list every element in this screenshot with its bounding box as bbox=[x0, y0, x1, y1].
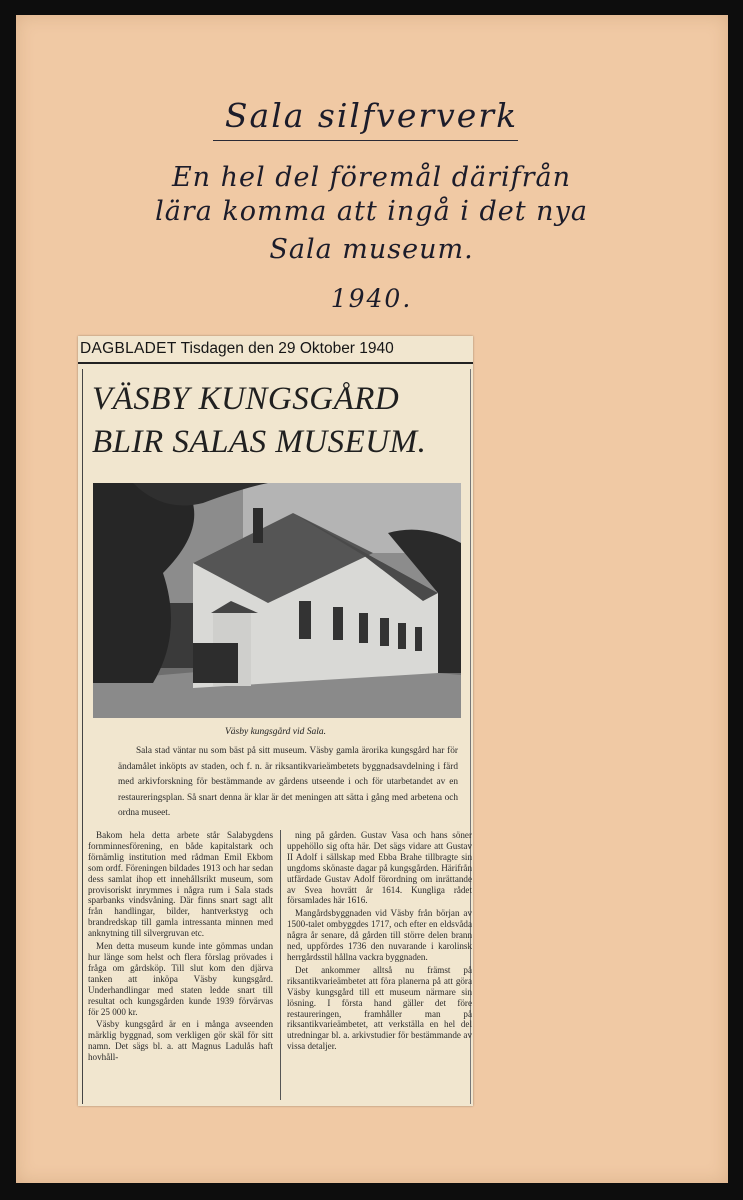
column-divider bbox=[280, 830, 281, 1100]
photo-caption: Väsby kungsgård vid Sala. bbox=[225, 727, 326, 737]
paragraph: Men detta museum kunde inte gömmas undan hur länge som helst och flera förslag prövades i fråga om gårdsköp. Till slut kom den djärva tanken att inköpa Väsby kungsgård. Underhandlingar med staten ledde snart till resultat och kungsgården kunde 1939 förvärvas för 25 000 kr. bbox=[88, 941, 273, 1017]
handwritten-title: Sala silfververk bbox=[224, 96, 519, 135]
headline-line-1: VÄSBY KUNGSGÅRD bbox=[92, 381, 400, 417]
handwritten-note-line-2: lära komma att ingå i det nya bbox=[155, 196, 588, 227]
handwritten-note-line-1: En hel del föremål därifrån bbox=[171, 162, 572, 193]
paragraph: ning på gården. Gustav Vasa och hans söner uppehöllo sig ofta här. Det sägs vidare att Gustav II Adolf i sällskap med Ebba Brahe tillbragte sin ungdoms skönaste dagar på kungsgården. Härifrån utfärdade Gustav Adolf förordning om inrättande av Svea hovrätt år 1614. Kungliga rådet församlades här 1616. bbox=[287, 830, 472, 906]
article-column-right bbox=[287, 830, 472, 1054]
masthead bbox=[80, 340, 394, 358]
newspaper-clipping bbox=[78, 336, 473, 1106]
paragraph: Mangårdsbyggnaden vid Väsby från början av 1500-talet ombyggdes 1717, och efter en eldsvåda några år senare, då gården till större delen brann ned, uppfördes 1736 den nuvarande i karolinsk herrgårdsstil hållna vackra byggnaden. bbox=[287, 908, 472, 962]
handwritten-year: 1940. bbox=[330, 284, 413, 313]
handwritten-underline bbox=[213, 140, 518, 141]
handwritten-note-line-3: Sala museum. bbox=[269, 234, 474, 265]
paragraph: Bakom hela detta arbete står Salabygdens fornminnesförening, en både kapitalstark och förnämlig institution med rådman Emil Ekbom som ordf. Föreningen bildades 1913 och har sedan dess samlat ihop ett innehållsrikt museum, som provisoriskt inrymmes i några rum i Sala stads sparbanks vindsvåning. Där finns snart sagt allt från handlingar, bilder, hantverkstyg och brandredskap till gamla intressanta minnen med anknytning till silvergruvan etc. bbox=[88, 830, 273, 939]
newspaper-name: DAGBLADET bbox=[80, 340, 177, 357]
masthead-rule bbox=[78, 362, 473, 364]
issue-date: Tisdagen den 29 Oktober 1940 bbox=[180, 340, 394, 357]
paragraph: Det ankommer alltså nu främst på riksantikvarieämbetet att föra planerna på att göra Väsby kungsgård till ett museum närmare sin lösning. I första hand gäller det före restaureringen, framhåller man på riksantikvarieämbetet, att verkställa en hel del utredningar bl. a. arkivstudier för bestämmande av vissa detaljer. bbox=[287, 964, 472, 1052]
paragraph: Väsby kungsgård är en i många avseenden märklig byggnad, som verkligen gör skäl för sitt namn. Det sägs bl. a. att Magnus Ladulås haft hovhåll- bbox=[88, 1019, 273, 1063]
article-column-left bbox=[88, 830, 273, 1065]
manor-house-photo bbox=[93, 483, 461, 718]
headline-line-2: BLIR SALAS MUSEUM. bbox=[92, 424, 427, 460]
article-intro: Sala stad väntar nu som bäst på sitt museum. Väsby gamla ärorika kungsgård har för ändamålet inköpts av staden, och f. n. är riksantikvarieämbetets byggnadsavdelning i färd med arkivforskning för bestämmande av gårdens utseende i och för utarbetandet av en restaureringsplan. Så snart denna är klar är det meningen att sätta i gång med arbetena och ordna museet. bbox=[118, 746, 458, 818]
